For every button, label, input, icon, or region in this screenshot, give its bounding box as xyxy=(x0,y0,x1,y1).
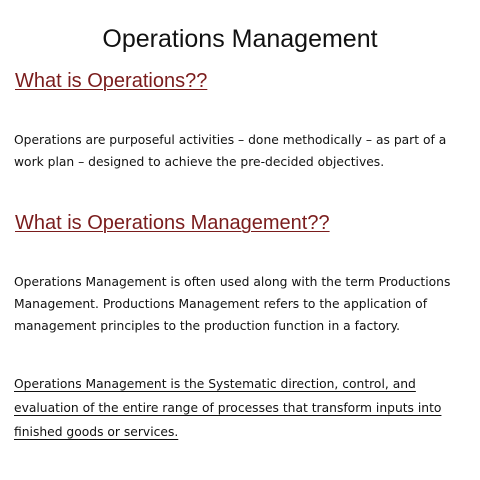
paragraph-operations-management-definition: Operations Management is the Systematic direction, control, and evaluation of the entire range of processes that transform inputs into finished goods or services. xyxy=(14,377,442,439)
slide-title: Operations Management xyxy=(102,25,378,53)
paragraph-productions-management: Operations Management is often used along with the term Productions Management. Productions Management refers to the application of management principles to the production function in a factory. xyxy=(14,275,451,333)
paragraph-operations-definition: Operations are purposeful activities – done methodically – as part of a work plan – designed to achieve the pre-decided objectives. xyxy=(14,133,447,169)
heading-what-is-operations-management: What is Operations Management?? xyxy=(15,212,330,234)
heading-what-is-operations: What is Operations?? xyxy=(15,70,208,92)
